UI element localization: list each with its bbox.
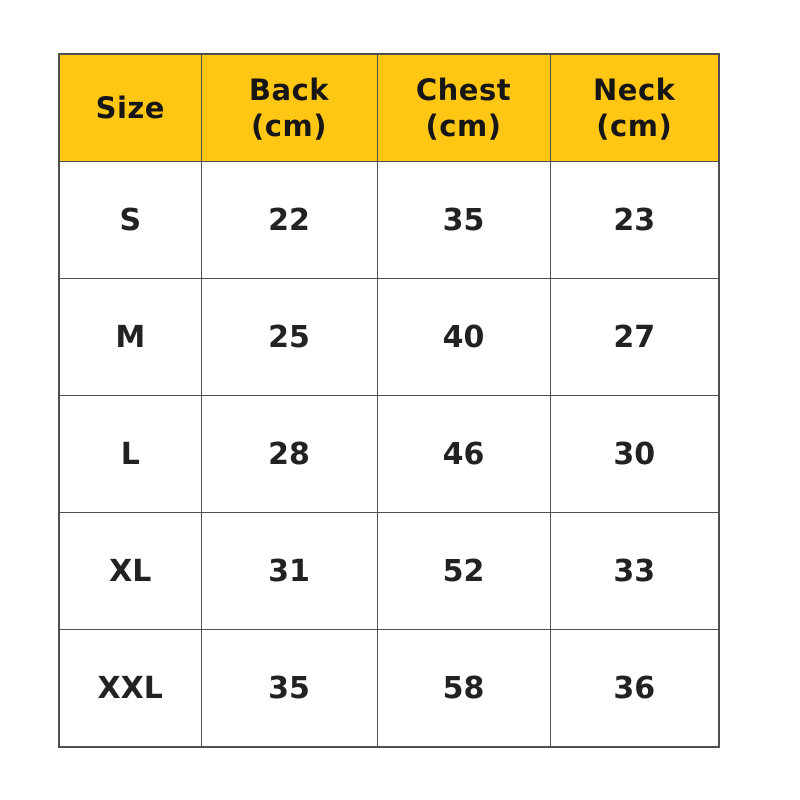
cell-chest-l: 46 (377, 396, 550, 513)
cell-back-s: 22 (201, 162, 377, 279)
header-cell-size (59, 54, 201, 162)
header-back-unit: (cm) (251, 109, 327, 143)
cell-size-xl: XL (59, 513, 201, 630)
cell-back-m: 25 (201, 279, 377, 396)
cell-neck-m: 27 (550, 279, 719, 396)
header-chest-unit: (cm) (425, 109, 502, 143)
size-chart-table (58, 53, 720, 748)
size-chart-header-row (59, 54, 719, 162)
size-chart-body (59, 162, 719, 748)
cell-neck-s: 23 (550, 162, 719, 279)
table-row-m (59, 279, 719, 396)
cell-back-xxl: 35 (201, 630, 377, 748)
cell-size-l: L (59, 396, 201, 513)
cell-chest-s: 35 (377, 162, 550, 279)
cell-back-l: 28 (201, 396, 377, 513)
cell-size-m: M (59, 279, 201, 396)
header-chest-label: Chest (415, 72, 512, 107)
cell-size-s: S (59, 162, 201, 279)
cell-chest-m: 40 (377, 279, 550, 396)
header-back-label: Back (248, 72, 330, 107)
header-cell-back (201, 54, 377, 162)
table-row-xxl (59, 630, 719, 748)
header-size-label: Size (95, 90, 165, 125)
table-row-s (59, 162, 719, 279)
header-neck-label: Neck (593, 72, 676, 107)
header-neck-unit: (cm) (596, 109, 673, 143)
header-cell-chest (377, 54, 550, 162)
cell-neck-xxl: 36 (550, 630, 719, 748)
cell-neck-xl: 33 (550, 513, 719, 630)
table-row-l (59, 396, 719, 513)
header-cell-neck (550, 54, 719, 162)
cell-back-xl: 31 (201, 513, 377, 630)
cell-chest-xxl: 58 (377, 630, 550, 748)
cell-size-xxl: XXL (59, 630, 201, 748)
cell-chest-xl: 52 (377, 513, 550, 630)
cell-neck-l: 30 (550, 396, 719, 513)
table-row-xl (59, 513, 719, 630)
